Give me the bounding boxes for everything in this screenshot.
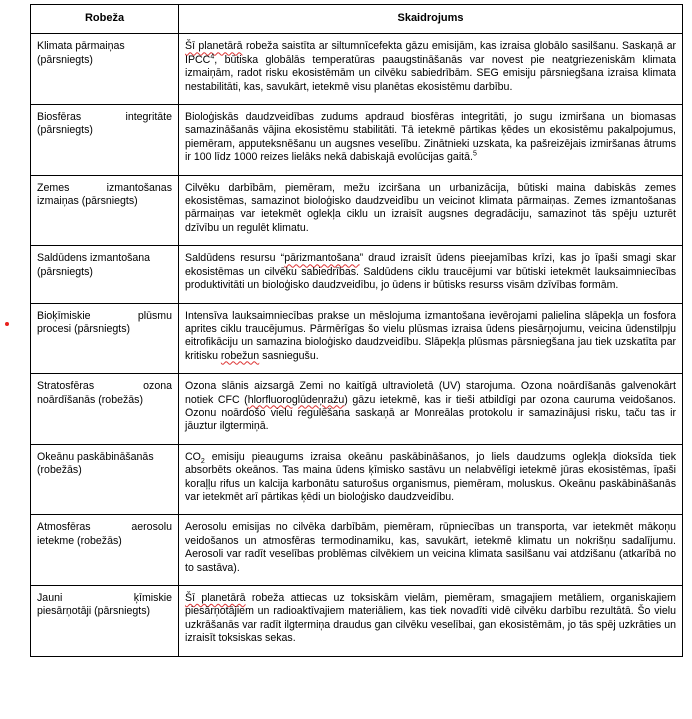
table-row [31, 175, 683, 246]
boundary-description [179, 444, 683, 515]
boundary-name [31, 175, 179, 246]
boundary-name [31, 34, 179, 105]
table-header-row [31, 5, 683, 34]
boundary-description [179, 34, 683, 105]
boundary-status: piesārņotāji (pārsniegts) [37, 605, 151, 618]
boundary-description [179, 586, 683, 657]
boundary-name [31, 105, 179, 176]
boundary-status: (robežās) [37, 464, 82, 477]
boundary-name [31, 586, 179, 657]
description-text: emisiju pieaugums izraisa okeānu paskābināšanos, jo liels daudzums oglekļa dioksīda tiek absorbēts okeānos. Tas maina ūdens ķīmisko sastāvu un nelabvēlīgi ietekmē jūras ekosistēmas, īpaši koraļļu rifus un kalcija karbonātu saturošus organismus, piemēram, moluskus. Okeānu paskābināšanās var ietekmēt arī pārtikas ķēdi un bioloģisko daudzveidību. [185, 450, 676, 503]
table-row [31, 586, 683, 657]
boundary-name [31, 303, 179, 374]
boundary-name [31, 374, 179, 445]
boundary-description [179, 246, 683, 303]
boundary-status: (pārsniegts) [37, 265, 93, 278]
description-text: Bioloģiskās daudzveidības zudums apdraud biosfēras integritāti, jo sugu izmiršana un biomasas samazināšanās vājina ekosistēmu stabilitāti. Tā ietekmē pārtikas ķēdes un ekosistēmu pakalpojumus, piemēram, apputeksnēšanu un augsnes veselību. Zinātnieki uzskata, ka pašreizējais izmiršanas ātrums ir 100 līdz 1000 reizes lielāks nekā dabiskajā evolūcijas gaitā. [185, 111, 676, 164]
spellcheck-word: pārizmantošana [284, 252, 360, 265]
boundary-name-line1: Bioķīmiskie plūsmu [37, 309, 172, 322]
table-row [31, 303, 683, 374]
description-text: Intensīva lauksaimniecības prakse un mēslojuma izmantošana ievērojami palielina slāpekļa un fosfora aprites ciklu traucējumus. Pārmērīgas šo vielu plūsmas izraisa ūdens piesārņojumu, veicina ūdenstilpju eitrofikāciju un samazina bioloģisko daudzveidību. Slāpekļa plūsmas pārsniegšana jau tiek uzskatīta par kritisku [185, 309, 676, 362]
boundary-name [31, 515, 179, 586]
table-row [31, 34, 683, 105]
boundary-name-line1: Jauni ķīmiskie [37, 592, 172, 604]
table-row [31, 444, 683, 515]
boundary-status: izmaiņas (pārsniegts) [37, 195, 138, 208]
description-text: Ozona slānis aizsargā Zemi no kaitīgā ultravioletā (UV) starojuma. Ozona noārdīšanās galvenokārt notiek CFC ( [185, 380, 676, 406]
spellcheck-word: robežun [220, 349, 260, 362]
description-text: robeža saistīta ar siltumnīcefekta gāzu emisijām, kas izraisa globālo sasilšanu. Saskaņā ar IPCC [185, 40, 676, 66]
boundary-name-line1: Saldūdens izmantošana [37, 252, 151, 265]
description-text: Saldūdens resursu “ [185, 252, 285, 265]
spellcheck-word: Šī planetārā [185, 40, 243, 53]
description-text: ” draud izraisīt ūdens pieejamības krīzi, kas jo īpaši smagi skar ekosistēmas un cilvēku sabiedrības. Saldūdens ciklu traucējumi var būtiski ietekmēt lauksaimniecības produktivitāti un bioloģisko daudzveidību, jo ūdens ir būtisks resurss visām dzīvības formām. [185, 252, 677, 292]
boundary-description [179, 374, 683, 445]
boundary-name-line1: Okeānu paskābināšanās [37, 450, 154, 463]
boundary-status: (pārsniegts) [37, 53, 93, 66]
table-row [31, 105, 683, 176]
boundary-status: noārdīšanās (robežās) [37, 393, 143, 406]
description-text: CO [185, 450, 201, 463]
boundary-description [179, 105, 683, 176]
boundary-description [179, 303, 683, 374]
table-row [31, 515, 683, 586]
description-text: ) gāzu ietekmē, kas ir tieši atbildīgi par ozona cauruma veidošanos. Ozonu noārdošo vielu regulēšana saskaņā ar Monreālas protokolu ir samazinājusi risku, taču tas ir jāuztur ilgtermiņā. [185, 393, 676, 433]
boundary-status: ietekme (robežās) [37, 534, 122, 547]
footnote-ref: 4 [210, 53, 215, 61]
red-dot-mark [5, 322, 9, 326]
boundary-name-line1: Klimata pārmaiņas [37, 40, 125, 53]
boundary-name-line1: Atmosfēras aerosolu [37, 521, 172, 534]
header-explanation: Skaidrojums [179, 5, 683, 34]
description-text: robeža attiecas uz toksiskām vielām, piemēram, smagajiem metāliem, organiskajiem piesārņotājiem un radioaktīvajiem materiāliem, kas tiek novadīti vidē cilvēku darbību rezultātā. Šo vielu uzkrāšanās var radīt ilgtermiņa draudus gan cilvēku veselībai, gan ekosistēmām, jo tās spēj uzkrāties un izraisīt toksiskas sekas. [185, 592, 676, 645]
boundary-status: procesi (pārsniegts) [37, 322, 131, 335]
spellcheck-word: Šī planetārā [185, 592, 246, 604]
footnote-ref: 5 [472, 150, 477, 158]
boundary-name-line1: Zemes izmantošanas [37, 181, 172, 194]
table-row [31, 246, 683, 303]
boundary-name [31, 246, 179, 303]
table-row [31, 374, 683, 445]
boundary-name-line1: Stratosfēras ozona [37, 380, 172, 393]
spellcheck-word: hlorfluoroglūdeņražu [247, 393, 345, 406]
description-text: sasniegušu. [259, 349, 319, 362]
planetary-boundaries-table [30, 4, 683, 657]
description-text: , būtiska globālās temperatūras paaugstināšanās var novest pie neatgriezeniskām klimata izmaiņām, radot risku ekosistēmām un cilvēku sabiedrībām. SEG emisiju pārsniegšana izraisa klimata nestabilitāti, kas, savukārt, ietekmē visu planētas ekosistēmu darbību. [185, 53, 676, 93]
subscript: 2 [200, 457, 205, 465]
header-boundary: Robeža [31, 5, 179, 34]
boundary-name [31, 444, 179, 515]
boundary-status: (pārsniegts) [37, 124, 93, 137]
boundary-name-line1: Biosfēras integritāte [37, 111, 172, 124]
boundary-description: Cilvēku darbībām, piemēram, mežu izciršana un urbanizācija, būtiski maina dabiskās zemes ekosistēmas, samazinot bioloģisko daudzveidību un veicinot klimata pārmaiņas. Zemes izmantošanas pārmaiņas var ietekmēt oglekļa ciklu un izraisīt augsnes degradāciju, samazinot tās spēju uzturēt dzīvību un regulēt klimatu. [179, 175, 683, 246]
boundary-description: Aerosolu emisijas no cilvēka darbībām, piemēram, rūpniecības un transporta, var ietekmēt mākoņu veidošanos un atmosfēras termodinamiku, kas, savukārt, ietekmē klimatu un nokrišņu sadalījumu. Aerosoli var radīt veselības problēmas cilvēkiem un veicina klimata sasilšanu vai atdzišanu (atkarībā no to sastāva). [179, 515, 683, 586]
